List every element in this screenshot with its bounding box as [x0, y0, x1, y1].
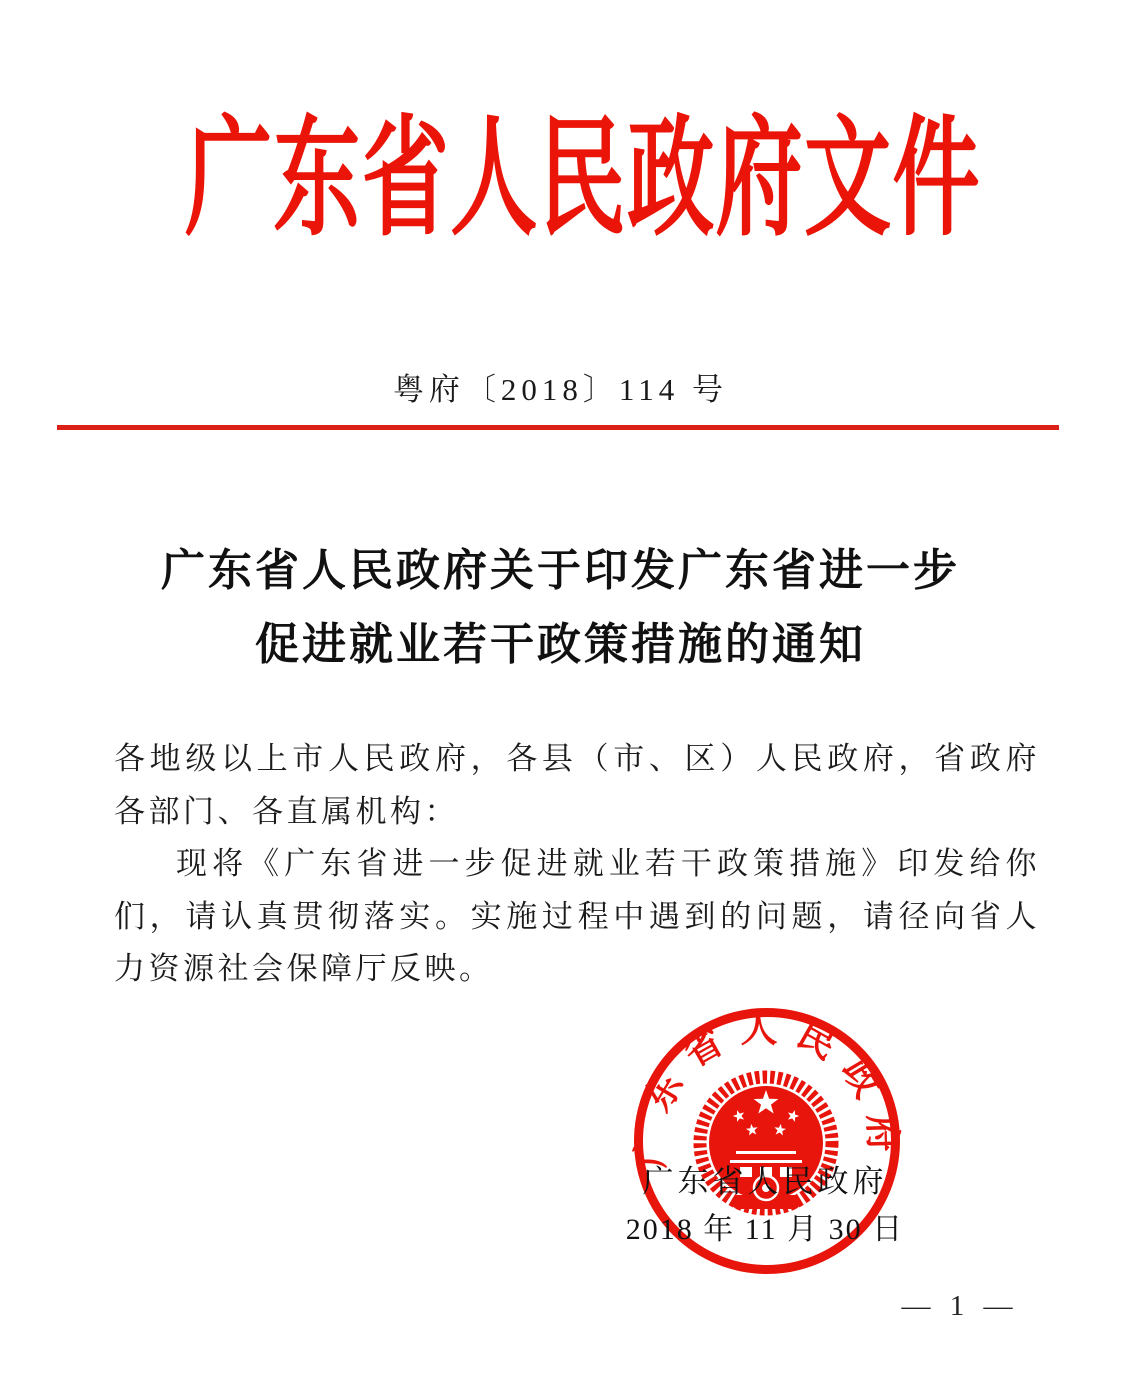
- document-title: [0, 534, 1121, 682]
- document-title-line-2: 促进就业若干政策措施的通知: [255, 620, 866, 669]
- page-number: — 1 —: [901, 1290, 1019, 1322]
- seal-ring-text-curved: 广东省人民政府: [631, 1009, 903, 1169]
- doc-number: 粤府〔2018〕114 号: [392, 372, 729, 407]
- issue-date: 2018 年 11 月 30 日: [625, 1213, 905, 1246]
- salutation-paragraph: 各地级以上市人民政府，各县（市、区）人民政府，省政府各部门、各直属机构：: [114, 741, 1040, 829]
- document-title-line-1: 广东省人民政府关于印发广东省进一步: [161, 546, 960, 595]
- document-body: [114, 733, 1040, 996]
- body-paragraph: 现将《广东省进一步促进就业若干政策措施》印发给你们，请认真贯彻落实。实施过程中遇到的问题，请径向省人力资源社会保障厅反映。: [114, 846, 1040, 986]
- letterhead-title: 广东省人民政府文件: [184, 108, 981, 252]
- red-separator-line: [57, 425, 1059, 430]
- issuer-name: 广东省人民政府: [642, 1164, 888, 1199]
